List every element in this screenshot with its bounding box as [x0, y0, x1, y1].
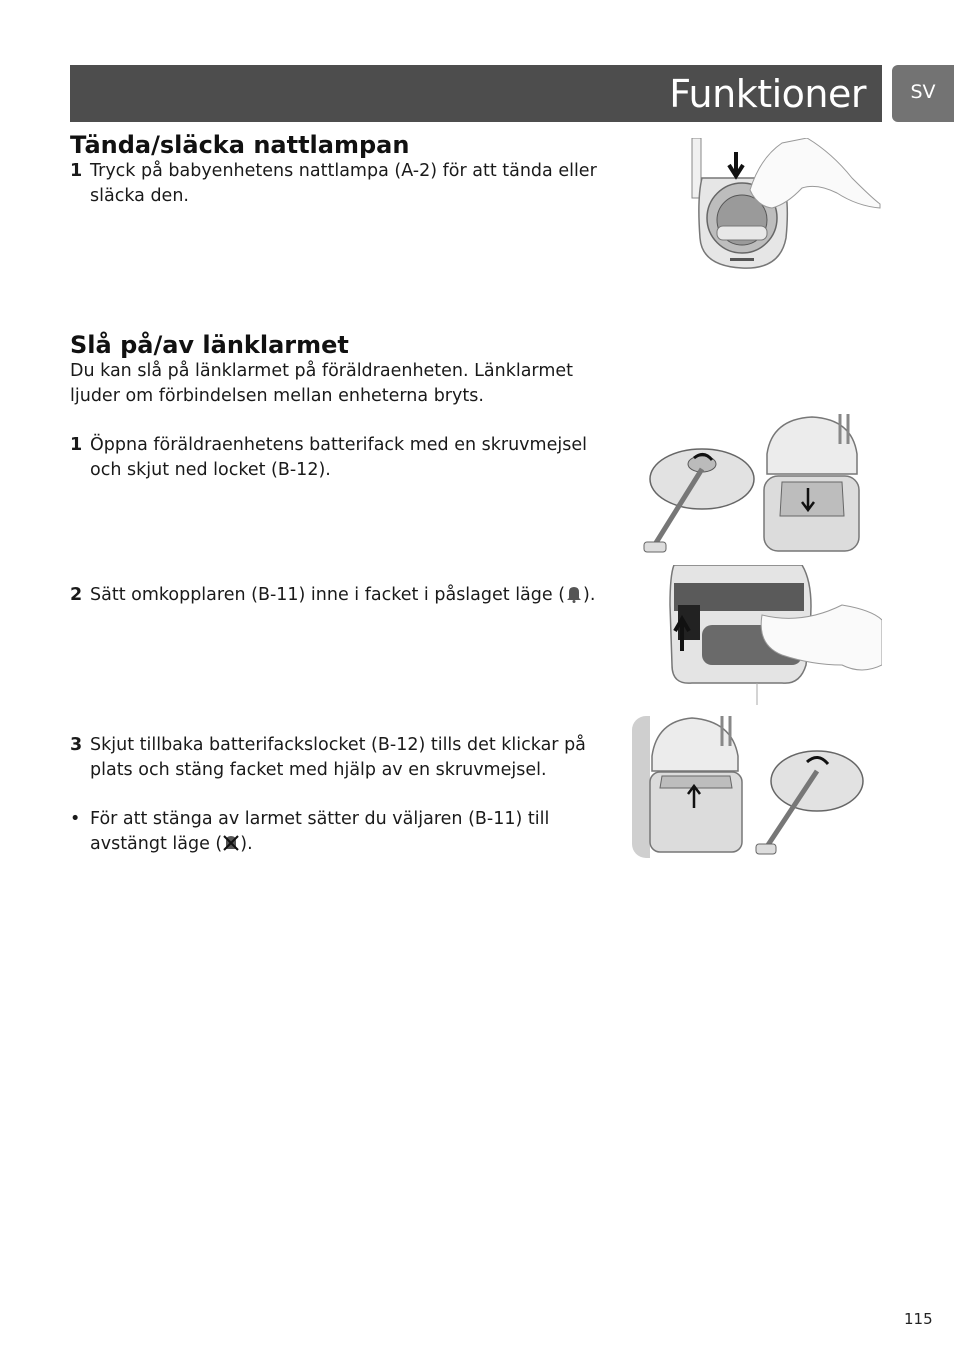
step-link-alarm-1 [70, 433, 605, 483]
step-text: Sätt omkopplaren (B-11) inne i facket i påslaget läge ( [90, 585, 566, 605]
page-number: 115 [904, 1310, 933, 1328]
step-link-alarm-3 [70, 733, 605, 783]
step-night-light-1 [70, 159, 605, 209]
bullet-alarm-off [70, 807, 605, 860]
header-bar [70, 65, 882, 122]
step-link-alarm-2 [70, 583, 605, 611]
step-number: 1 [70, 161, 83, 181]
illustration-baby-unit-night-light [632, 138, 882, 277]
step-number: 3 [70, 735, 83, 755]
step-text: Skjut tillbaka batterifackslocket (B-12) tills det klickar på plats och stäng facket med hjälp av en skruvmejsel. [90, 735, 586, 780]
section-intro-paragraph: Du kan slå på länklarmet på föräldraenheten. Länklarmet ljuder om förbindelsen mellan enheterna bryts. [70, 361, 573, 406]
section-heading-night-light: Tända/släcka nattlampan [70, 131, 410, 159]
step-number: 1 [70, 435, 83, 455]
bell-icon [565, 585, 583, 611]
illustration-open-battery-compartment [632, 414, 882, 556]
bell-crossed-icon [222, 834, 240, 860]
page-title: Funktioner [669, 72, 866, 116]
bullet-text-end: ). [240, 834, 253, 854]
step-text: Tryck på babyenhetens nattlampa (A-2) för att tända eller släcka den. [90, 161, 597, 206]
step-text-end: ). [583, 585, 596, 605]
illustration-switch-on [632, 565, 882, 714]
illustration-close-battery-compartment [632, 716, 882, 858]
bullet-text: För att stänga av larmet sätter du väljaren (B-11) till avstängt läge ( [90, 809, 550, 854]
step-text: Öppna föräldraenhetens batterifack med en skruvmejsel och skjut ned locket (B-12). [90, 435, 587, 480]
section-heading-link-alarm: Slå på/av länklarmet [70, 331, 349, 359]
language-tab: SV [892, 65, 954, 122]
step-number: 2 [70, 585, 83, 605]
bullet-mark: • [70, 809, 81, 829]
